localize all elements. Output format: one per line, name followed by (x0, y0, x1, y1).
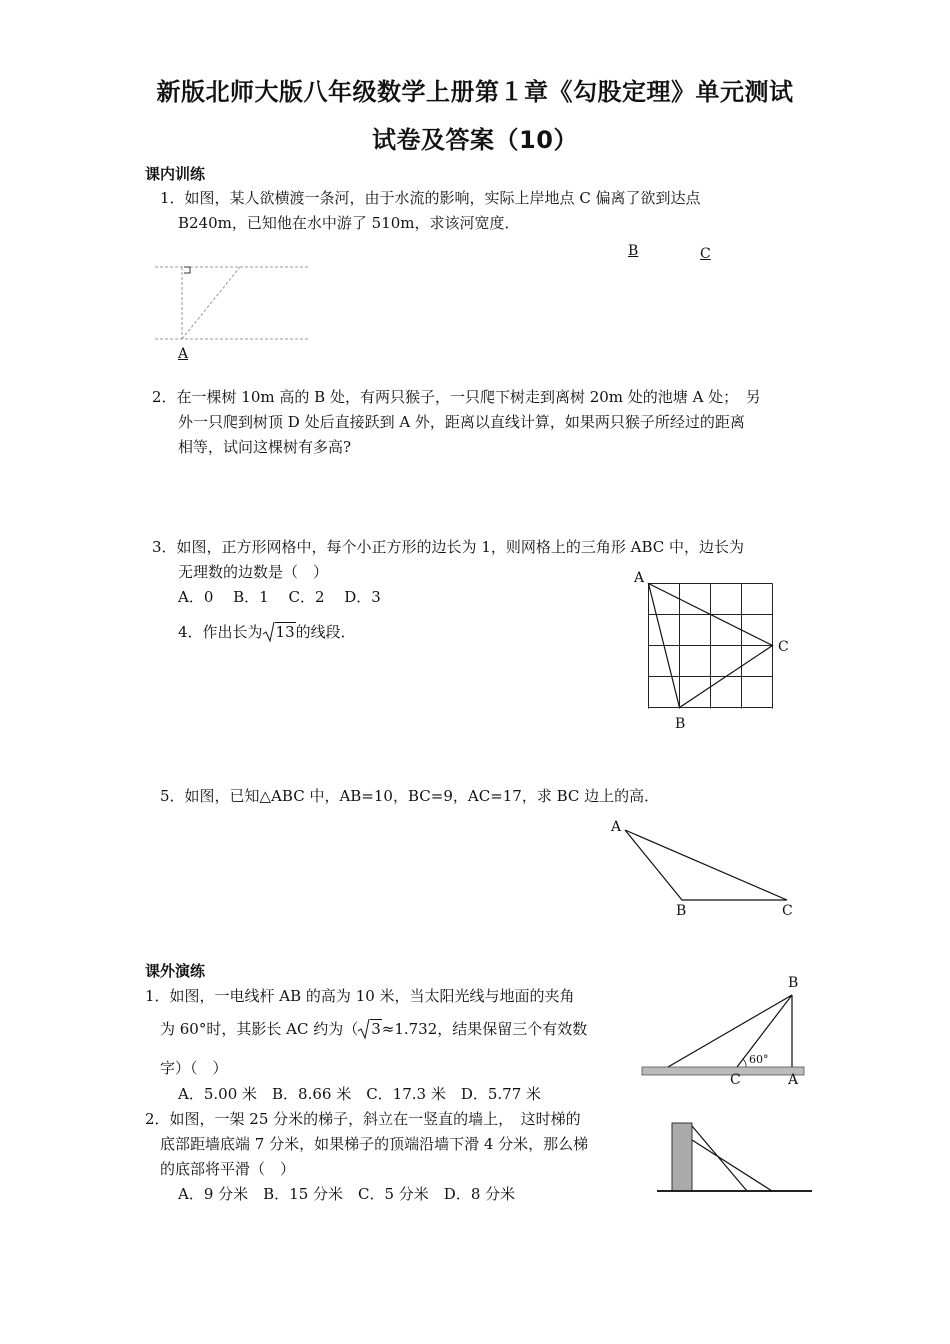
s2q1-line1: 1．如图，一电线杆 AB 的高为 10 米，当太阳光线与地面的夹角 (145, 987, 575, 1005)
q4-suffix: 的线段． (295, 623, 356, 641)
q5-label-c: C (782, 903, 793, 919)
q2-line1: 2．在一棵树 10m 高的 B 处，有两只猴子，一只爬下树走到离树 20m 处的池塘 A 处； 另 (152, 388, 761, 406)
q5-label-a: A (611, 819, 622, 835)
s2q1-label-a: A (788, 1072, 799, 1088)
s2q1-pole-figure (640, 990, 810, 1080)
s2q2-line3: 的底部将平滑（ ） (160, 1160, 296, 1178)
q1-line2: B240m，已知他在水中游了 510m，求该河宽度． (178, 214, 520, 232)
q4-radicand: 13 (275, 623, 295, 641)
q1-label-b: B (628, 243, 639, 259)
section-heading-in-class: 课内训练 (145, 165, 206, 183)
s2q1-line2-suffix: ≈1.732，结果保留三个有效数 (381, 1020, 588, 1038)
q3-label-c: C (778, 639, 789, 655)
s2q1-label-b: B (788, 975, 799, 991)
q2-line2: 外一只爬到树顶 D 处后直接跃到 A 外，距离以直线计算，如果两只猴子所经过的距离 (178, 413, 745, 431)
q1-label-a: A (178, 346, 189, 362)
q3-line2: 无理数的边数是（ ） (178, 563, 329, 581)
q3-label-b: B (675, 716, 686, 732)
s2q1-options: A．5.00 米 B．8.66 米 C．17.3 米 D．5.77 米 (178, 1085, 542, 1103)
sqrt-symbol (358, 1017, 382, 1042)
s2q2-ladder-figure (655, 1118, 815, 1200)
s2q1-angle-label: 60° (749, 1053, 769, 1066)
q3-options: A．0 B．1 C．2 D．3 (178, 588, 381, 606)
q5-label-b: B (676, 903, 687, 919)
s2q1-line2 (160, 1017, 587, 1042)
page-title-line1: 新版北师大版八年级数学上册第１章《勾股定理》单元测试 (156, 78, 794, 106)
s2q2-line1: 2．如图，一架 25 分米的梯子，斜立在一竖直的墙上， 这时梯的 (145, 1110, 581, 1128)
s2q2-line2: 底部距墙底端 7 分米，如果梯子的顶端沿墙下滑 4 分米，那么梯 (160, 1135, 589, 1153)
q4-line (178, 620, 356, 645)
q3-line1: 3．如图，正方形网格中，每个小正方形的边长为 1，则网格上的三角形 ABC 中，边长为 (152, 538, 745, 556)
q1-label-c: C (700, 246, 711, 262)
q3-label-a: A (634, 570, 645, 586)
q2-line3: 相等，试问这棵树有多高? (178, 438, 352, 456)
q1-line1: 1．如图，某人欲横渡一条河，由于水流的影响，实际上岸地点 C 偏离了欲到达点 (160, 189, 701, 207)
q5-line: 5．如图，已知△ABC 中，AB=10，BC=9，AC=17，求 BC 边上的高． (160, 787, 660, 805)
page-title-line2: 试卷及答案（10） (372, 126, 578, 154)
sqrt-symbol (263, 620, 296, 645)
q1-river-figure (150, 262, 320, 347)
q4-prefix: 4．作出长为 (178, 623, 263, 641)
s2q1-line3: 字）（ ） (160, 1059, 228, 1077)
q5-triangle-figure (600, 820, 800, 910)
s2q1-label-c: C (730, 1072, 741, 1088)
q3-grid-figure (648, 583, 774, 709)
s2q1-line2-prefix: 为 60°时，其影长 AC 约为（ (160, 1020, 359, 1038)
s2q2-options: A．9 分米 B．15 分米 C．5 分米 D．8 分米 (178, 1185, 516, 1203)
section-heading-extra: 课外演练 (145, 962, 206, 980)
s2q1-radicand: 3 (371, 1020, 381, 1038)
